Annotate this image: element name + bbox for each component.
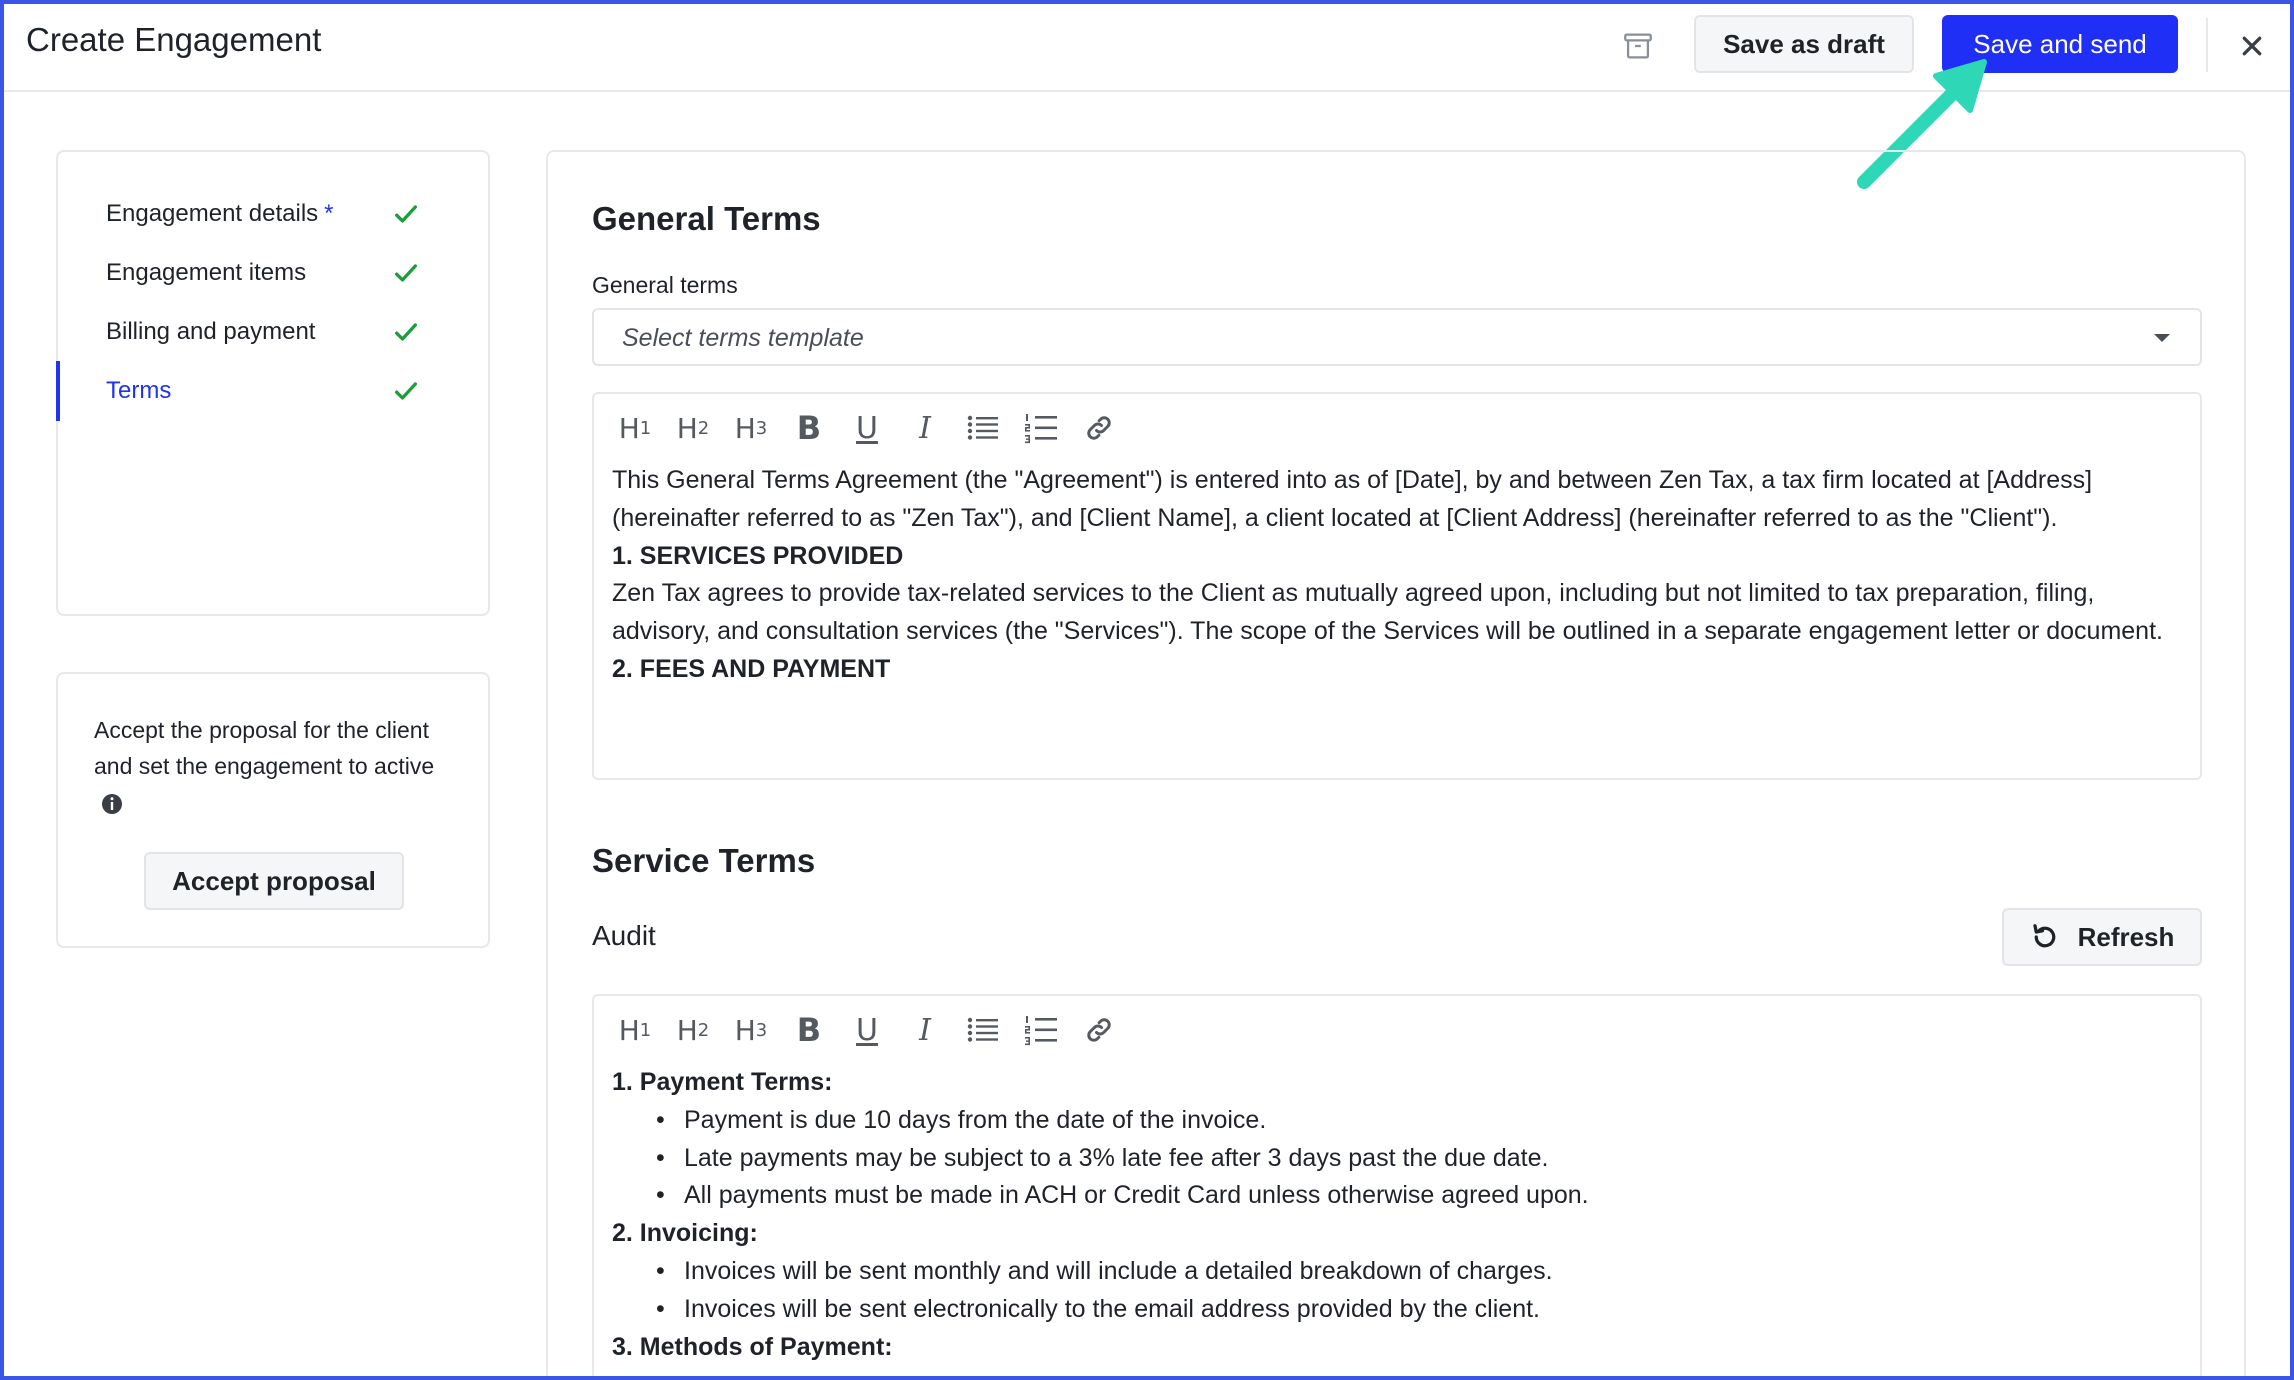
accept-text: Accept the proposal for the client and set the engagement to active [94,717,435,779]
step-label [106,200,334,228]
service-terms-title: Service Terms [592,842,816,879]
accept-proposal-description [94,712,464,820]
list-item: • Invoices will be sent electronically to the email address provided by the client. [612,1291,2172,1329]
list-item: • Late payments may be subject to a 3% late fee after 3 days past the due date. [612,1140,2172,1178]
steps-panel [56,150,490,616]
numbered-list-icon [1024,412,1058,444]
numbered-list-button[interactable] [1012,408,1070,448]
step-billing-and-payment[interactable] [58,302,488,362]
required-mark: * [324,200,334,227]
step-engagement-items[interactable] [58,243,488,303]
h2-sub: 2 [697,417,710,439]
terms-panel [546,150,2246,1380]
h3-sub: 3 [755,417,768,439]
terms-template-select[interactable] [592,308,2202,366]
invoicing-list [612,1253,2172,1329]
terms-heading-text: 2. Invoicing: [612,1219,758,1248]
h1-glyph: H [618,411,640,445]
bullet-list-icon [967,413,999,443]
save-as-draft-button[interactable]: Save as draft [1694,15,1914,73]
service-name: Audit [592,920,656,951]
terms-heading [612,1215,2172,1253]
step-label: Billing and payment [106,318,316,345]
underline-button[interactable]: U [856,1012,878,1048]
chevron-down-icon [2154,334,2170,342]
bold-button[interactable]: B [796,1011,822,1049]
archive-icon [1621,29,1655,63]
terms-heading-text: 1. SERVICES PROVIDED [612,541,904,570]
terms-paragraph: Zen Tax agrees to provide tax-related services to the Client as mutually agreed upon, including but not limited to tax preparation, filing, advisory, and consultation services (the "Services"). The scope of the Services will be outlined in a separate engagement letter or document. [612,579,2163,646]
editor-toolbar [606,1010,1128,1050]
archive-button[interactable] [1616,24,1660,68]
h1-sub: 1 [639,1019,652,1041]
terms-heading-text: 1. Payment Terms: [612,1068,833,1096]
service-terms-editor[interactable] [592,994,2202,1380]
list-item: • All payments must be made in ACH or Credit Card unless otherwise agreed upon. [612,1177,2172,1215]
h2-glyph: H [676,411,698,445]
terms-heading [612,1329,2172,1367]
h1-sub: 1 [639,417,652,439]
general-terms-title: General Terms [592,200,821,237]
link-button[interactable] [1070,408,1128,448]
check-icon [392,318,420,346]
terms-heading-text: 3. Methods of Payment: [612,1332,893,1361]
italic-button[interactable]: I [919,1012,931,1048]
accept-proposal-button[interactable]: Accept proposal [144,852,404,910]
general-terms-label: General terms [592,272,738,298]
step-terms[interactable] [58,361,488,421]
heading-1-button[interactable] [606,408,664,448]
step-label: Terms [106,377,172,404]
step-label: Engagement items [106,259,307,286]
h3-glyph: H [734,411,756,445]
underline-button[interactable]: U [856,410,878,446]
h3-sub: 3 [755,1019,768,1041]
bold-button[interactable]: B [796,409,822,447]
h2-sub: 2 [697,1019,710,1041]
service-terms-content [612,1064,2172,1366]
bullet-list-button[interactable] [954,1010,1012,1050]
terms-paragraph: This General Terms Agreement (the "Agreement") is entered into as of [Date], by and between Zen Tax, a tax firm located at [Address] (hereinafter referred to as "Zen Tax"), and [Client Name], a client located at [Client Address] (hereinafter referred to as the "Client"). [612,466,2093,532]
step-label-text: Engagement details [106,200,319,227]
italic-button[interactable]: I [919,410,931,446]
close-button[interactable] [2232,26,2272,66]
link-button[interactable] [1070,1010,1128,1050]
info-icon[interactable] [100,792,124,816]
numbered-list-icon [1024,1014,1058,1046]
heading-2-button[interactable] [664,408,722,448]
page-title: Create Engagement [26,21,322,58]
terms-heading [612,1064,2172,1102]
link-icon [1084,1015,1114,1045]
check-icon [392,377,420,405]
h2-glyph: H [676,1013,698,1047]
heading-1-button[interactable] [606,1010,664,1050]
close-icon [2241,35,2263,57]
accept-proposal-card [56,672,490,948]
general-terms-editor[interactable] [592,392,2202,780]
h3-glyph: H [734,1013,756,1047]
step-engagement-details[interactable] [58,184,488,244]
check-icon [392,259,420,287]
select-placeholder: Select terms template [622,324,864,352]
bullet-list-button[interactable] [954,408,1012,448]
bullet-list-icon [967,1015,999,1045]
refresh-icon [2030,922,2060,952]
terms-heading-text: 2. FEES AND PAYMENT [612,654,891,683]
list-item: • Invoices will be sent monthly and will include a detailed breakdown of charges. [612,1253,2172,1291]
heading-3-button[interactable] [722,408,780,448]
list-item: • Payment is due 10 days from the date of the invoice. [612,1102,2172,1140]
general-terms-content [612,462,2172,689]
h1-glyph: H [618,1013,640,1047]
heading-3-button[interactable] [722,1010,780,1050]
check-icon [392,200,420,228]
numbered-list-button[interactable] [1012,1010,1070,1050]
terms-heading [612,651,2172,689]
heading-2-button[interactable] [664,1010,722,1050]
refresh-button[interactable] [2002,908,2202,966]
editor-toolbar [606,408,1128,448]
refresh-label: Refresh [2077,921,2175,952]
terms-heading [612,538,2172,576]
payment-terms-list [612,1102,2172,1215]
save-and-send-button[interactable]: Save and send [1942,15,2178,73]
header-divider [2206,18,2208,72]
link-icon [1084,413,1114,443]
